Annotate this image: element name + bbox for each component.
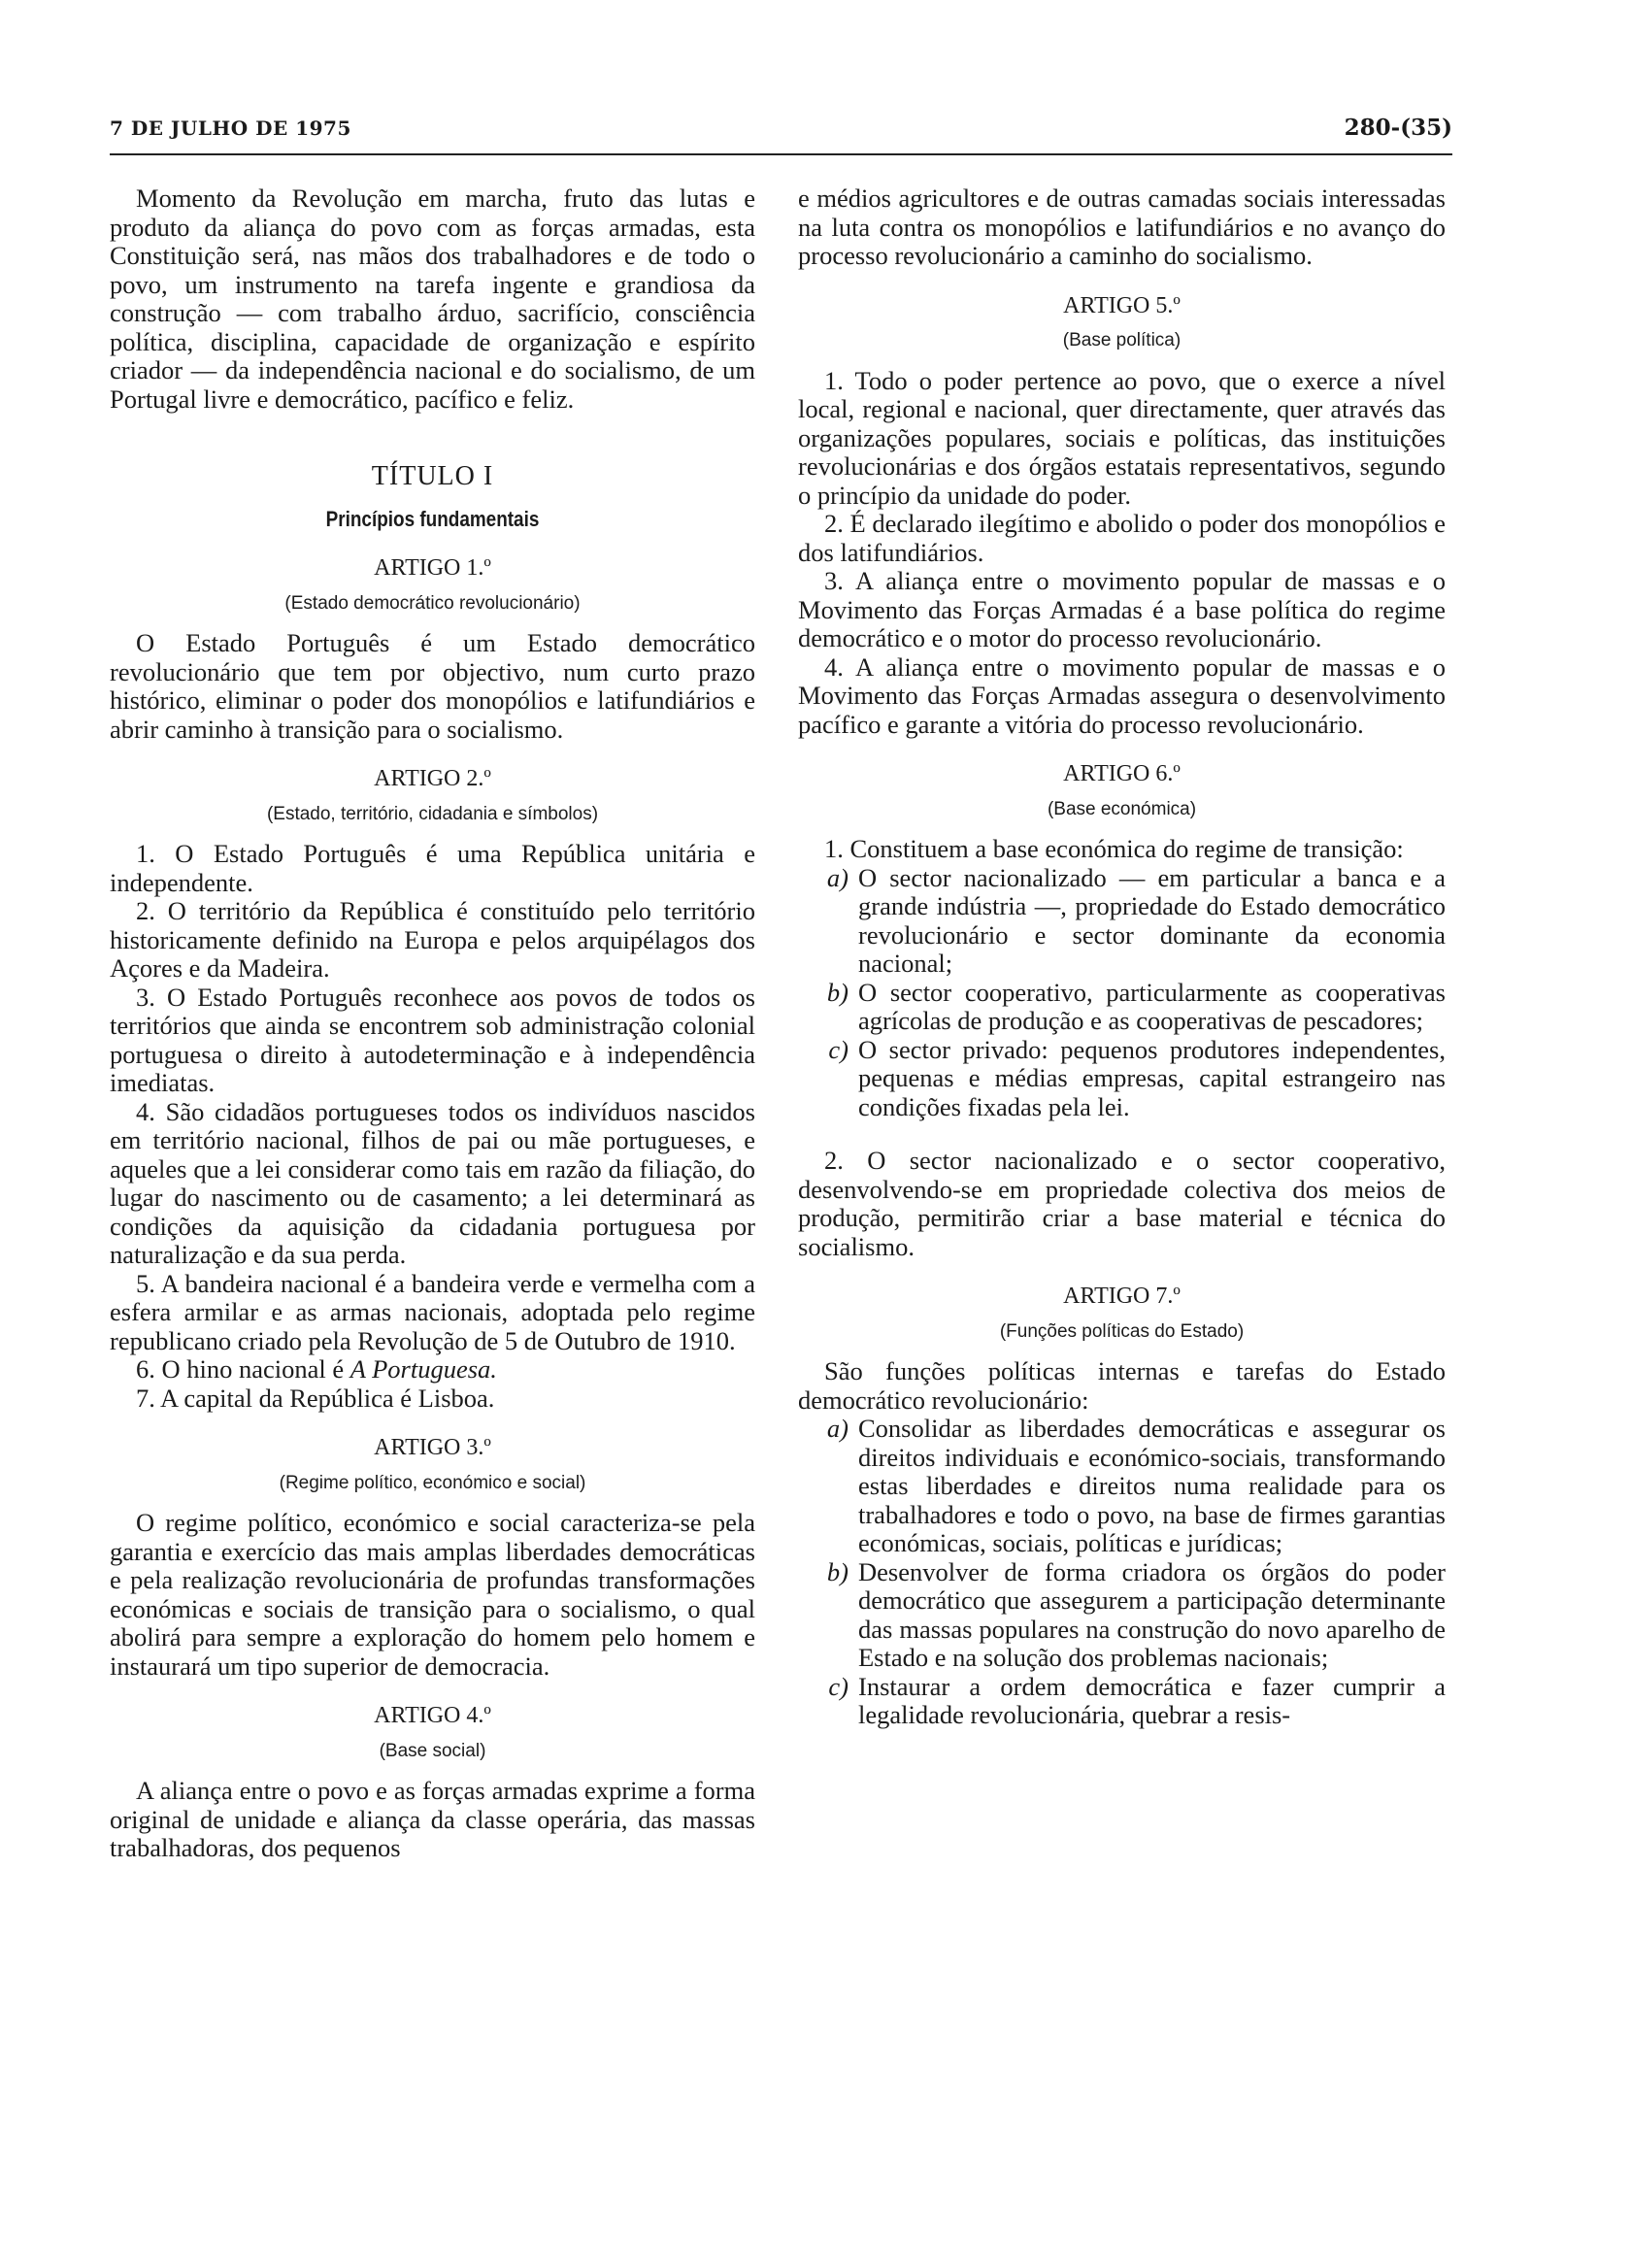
titulo-subheading: Princípios fundamentais [325,506,540,531]
artigo-5-paragraph-4: 4. A aliança entre o movimento popular de massas e o Movimento das Forças Armadas assegura o desenvolvimento pacífico e garante a vitória do processo revolucionário. [798,651,1446,739]
artigo-5-paragraph-1: 1. Todo o poder pertence ao povo, que o exerce a nível local, regional e nacional, quer directamente, quer através das organizações populares, sociais e políticas, das instituições revolucionárias e dos órgãos estatais representativos, segundo o princípio da unidade do poder. [798,365,1446,510]
artigo-5-heading: ARTIGO 5.º [1063,292,1181,318]
artigo-5-subtitle: (Base política) [1062,330,1182,350]
header-page-number: 280-(35) [1344,115,1452,141]
artigo-7-heading: ARTIGO 7.º [1063,1284,1181,1309]
artigo-2-subtitle: (Estado, território, cidadania e símbolos) [266,803,599,824]
item-text: O sector privado: pequenos produtores independentes, pequenas e médias empresas, capital estrangeiro nas condições fixadas pela lei. [858,1034,1446,1121]
artigo-5-paragraph-3: 3. A aliança entre o movimento popular de massas e o Movimento das Forças Armadas é a base política do regime democrático e o motor do processo revolucionário. [798,566,1446,652]
artigo-5-paragraph-2: 2. É declarado ilegítimo e abolido o poder dos monopólios e dos latifundiários. [798,509,1446,567]
artigo-3-subtitle: (Regime político, económico e social) [279,1472,586,1493]
artigo-2-paragraph-2: 2. O território da República é constituído pelo território historicamente definido na Europa e pelos arquipélagos dos Açores e da Madeira. [110,896,755,983]
titulo-heading: TÍTULO I [371,461,494,491]
continuation-paragraph: e médios agricultores e de outras camadas sociais interessadas na luta contra os monopólios e latifundiários e no avanço do processo revolucionário a caminho do socialismo. [798,183,1446,270]
anthem-title: A Portuguesa. [350,1354,497,1384]
artigo-2-paragraph-1: 1. O Estado Português é uma República unitária e independente. [110,839,755,897]
artigo-2-paragraph-6-text: 6. O hino nacional é [136,1354,350,1384]
item-text: Instaurar a ordem democrática e fazer cumprir a legalidade revolucionária, quebrar a resis- [858,1671,1446,1729]
item-text: O sector cooperativo, particularmente as cooperativas agrícolas de produção e as cooperativas de pescadores; [858,977,1446,1035]
artigo-6-item-c [798,1036,1446,1122]
artigo-3-text: O regime político, económico e social caracteriza-se pela garantia e exercício das mais amplas liberdades democráticas e pela realização revolucionária de profundas transformações económicas e sociais de transição para o socialismo, o qual abolirá para sempre a exploração do homem pelo homem e instaurará um tipo superior de democracia. [110,1508,755,1681]
artigo-6-subtitle: (Base económica) [1047,798,1197,819]
artigo-7-subtitle: (Funções políticas do Estado) [999,1320,1245,1342]
spacer [798,1121,1446,1147]
artigo-7-item-c [798,1673,1446,1730]
item-letter: a) [826,1414,849,1443]
artigo-6-item-b [798,979,1446,1036]
item-letter: b) [826,1556,849,1586]
artigo-6-item-a [798,864,1446,979]
intro-paragraph: Momento da Revolução em marcha, fruto das lutas e produto da aliança do povo com as forças armadas, esta Constituição será, nas mãos dos trabalhadores e de todo o povo, um instrumento na tarefa ingente e grandiosa da construção — com trabalho árduo, sacrifício, consciência política, disciplina, capacidade de organização e espírito criador — da independência nacional e do socialismo, de um Portugal livre e democrático, pacífico e feliz. [110,183,755,414]
artigo-2-paragraph-7: 7. A capital da República é Lisboa. [136,1383,495,1413]
artigo-7-item-a [798,1415,1446,1558]
artigo-6-heading: ARTIGO 6.º [1063,761,1181,786]
item-letter: b) [826,977,849,1007]
right-column [798,184,1446,1730]
artigo-2-paragraph-4: 4. São cidadãos portugueses todos os indivíduos nascidos em território nacional, filhos de pai ou mãe portugueses, e aqueles que a lei considerar como tais em razão da filiação, do lugar do nascimento ou de casamento; a lei determinará as condições da aquisição da cidadania portuguesa por naturalização e da sua perda. [110,1096,755,1269]
artigo-6-paragraph-1: 1. Constituem a base económica do regime de transição: [824,834,1404,863]
artigo-3-heading: ARTIGO 3.º [374,1435,491,1460]
artigo-4-heading: ARTIGO 4.º [374,1703,491,1728]
item-letter: a) [826,862,849,892]
artigo-6-paragraph-2: 2. O sector nacionalizado e o sector cooperativo, desenvolvendo-se em propriedade colectiva dos meios de produção, permitirão criar a base material e técnica do socialismo. [798,1146,1446,1261]
item-text: Desenvolver de forma criadora os órgãos do poder democrático que assegurem a participação determinante das massas populares na construção do novo aparelho de Estado e na solução dos problemas nacionais; [858,1556,1446,1672]
left-column [110,184,755,1863]
artigo-7-intro: São funções políticas internas e tarefas do Estado democrático revolucionário: [798,1356,1446,1415]
artigo-1-heading: ARTIGO 1.º [374,555,491,581]
artigo-2-paragraph-5: 5. A bandeira nacional é a bandeira verde e vermelha com a esfera armilar e as armas nacionais, adoptada pelo regime republicano criado pela Revolução de 5 de Outubro de 1910. [110,1268,755,1355]
artigo-2-paragraph-3: 3. O Estado Português reconhece aos povos de todos os territórios que ainda se encontrem sob administração colonial portuguesa o direito à autodeterminação e à independência imediatas. [110,982,755,1097]
artigo-4-text: A aliança entre o povo e as forças armadas exprime a forma original de unidade e aliança da classe operária, das massas trabalhadoras, dos pequenos [110,1776,755,1862]
item-text: O sector nacionalizado — em particular a banca e a grande indústria —, propriedade do Estado democrático revolucionário e sector dominante da economia nacional; [858,862,1446,978]
artigo-7-item-b [798,1558,1446,1673]
artigo-4-subtitle: (Base social) [379,1740,486,1761]
artigo-1-text: O Estado Português é um Estado democrático revolucionário que tem por objectivo, num curto prazo histórico, eliminar o poder dos monopólios e latifundiários e abrir caminho à transição para o socialismo. [110,628,755,744]
artigo-2-heading: ARTIGO 2.º [374,766,491,791]
item-letter: c) [828,1671,849,1701]
item-letter: c) [828,1034,849,1064]
page-header [110,115,1452,155]
artigo-2-paragraph-6 [110,1355,755,1384]
header-date: 7 DE JULHO DE 1975 [110,117,351,140]
artigo-1-subtitle: (Estado democrático revolucionário) [284,592,581,614]
item-text: Consolidar as liberdades democráticas e assegurar os direitos individuais e económico-sociais, transformando estas liberdades e direitos numa realidade para os trabalhadores e todo o povo, na base de firmes garantias económicas, sociais, políticas e jurídicas; [858,1414,1446,1557]
